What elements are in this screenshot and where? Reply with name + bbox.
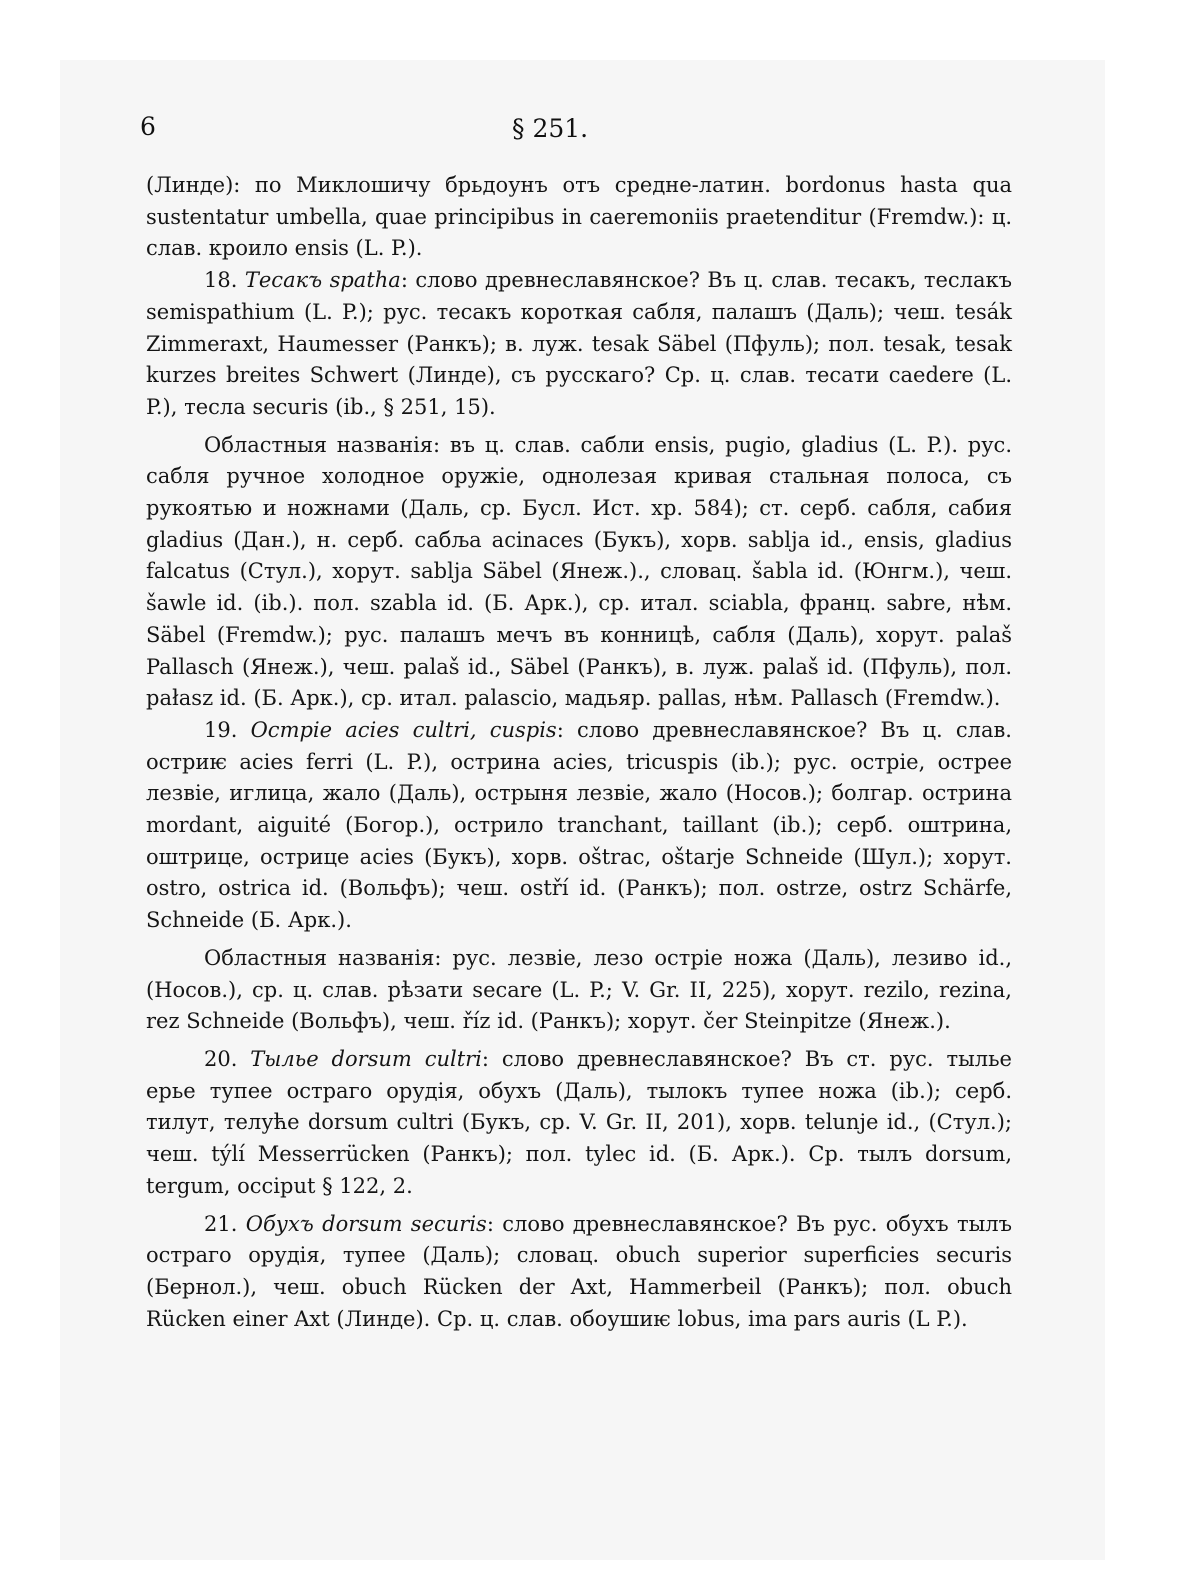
- entry-term: Обухъ dorsum securis: [245, 1211, 487, 1236]
- body-text: [146, 170, 1012, 1335]
- entry-text: : слово древнеславянское? Въ ст. рус. тылье ерье тупее остраго орудія, обухъ (Даль), тылокъ тупее ножа (ib.); серб. тилут, телуће dorsum cultri (Букъ, ср. V. Gr. II, 201), хорв. telunje id., (Стул.); чеш. týlí Messerrücken (Ранкъ); пол. tylec id. (Б. Арк.). Ср. тылъ dorsum, tergum, occiput § 122, 2.: [146, 1046, 1012, 1198]
- entry-19: [146, 715, 1012, 937]
- entry-text: : слово древнеславянское? Въ рус. обухъ тылъ остраго орудія, тупее (Даль); словац. obuch superior superficies securis (Бернол.), чеш. obuch Rücken der Axt, Hammerbeil (Ранкъ); пол. obuch Rücken einer Axt (Линде). Ср. ц. слав. обоушиѥ lobus, ima pars auris (L P.).: [146, 1211, 1012, 1331]
- entry-term: Остріе acies cultri, cuspis: [250, 717, 557, 742]
- page-number: 6: [140, 112, 156, 141]
- entry-term: Тылье dorsum cultri: [250, 1046, 482, 1071]
- entry-number: 19.: [204, 717, 238, 742]
- paragraph-text: Областныя названія: рус. лезвіе, лезо остріе ножа (Даль), лезиво id., (Носов.), ср. ц. слав. рѣзати secare (L. P.; V. Gr. II, 225), хорут. rezilo, rezina, rez Schneide (Вольфъ), чеш. říz id. (Ранкъ); хорут. čer Steinpitze (Янеж.).: [146, 945, 1012, 1034]
- entry-20: [146, 1044, 1012, 1203]
- paragraph-text: Областныя названія: въ ц. слав. сабли ensis, pugio, gladius (L. P.). рус. сабля ручное холодное оружіе, однолезая кривая стальная полоса, съ рукоятью и ножнами (Даль, ср. Бусл. Ист. хр. 584); ст. серб. сабля, сабия gladius (Дан.), н. серб. сабља acinaces (Букъ), хорв. sablja id., ensis, gladius falcatus (Стул.), хорут. sablja Säbel (Янеж.)., словац. šabla id. (Юнгм.), чеш. šawle id. (ib.). пол. szabla id. (Б. Арк.), ср. итал. sciabla, франц. sabre, нѣм. Säbel (Fremdw.); рус. палашъ мечъ въ конницѣ, сабля (Даль), хорут. palaš Pallasch (Янеж.), чеш. palaš id., Säbel (Ранкъ), в. луж. palaš id. (Пфуль), пол. pałasz id. (Б. Арк.), ср. итал. palascio, мадьяр. pallas, нѣм. Pallasch (Fremdw.).: [146, 432, 1012, 711]
- entry-number: 20.: [204, 1046, 238, 1071]
- paragraph-continuation: [146, 170, 1012, 265]
- entry-text: : слово древнеславянское? Въ ц. слав. остриѥ acies ferri (L. P.), острина acies, tricuspis (ib.); рус. остріе, острее лезвіе, иглица, жало (Даль), острыня лезвіе, жало (Носов.); болгар. острина mordant, aiguité (Богор.), острило tranchant, taillant (ib.); серб. оштрина, оштрице, острице acies (Букъ), хорв. oštrac, oštarje Schneide (Шул.); хорут. ostro, ostrica id. (Вольфъ); чеш. ostří id. (Ранкъ); пол. ostrze, ostrz Schärfe, Schneide (Б. Арк.).: [146, 717, 1012, 933]
- entry-21: [146, 1209, 1012, 1336]
- entry-term: Тесакъ spatha: [244, 268, 401, 293]
- regional-names-18: [146, 430, 1012, 715]
- regional-names-19: [146, 943, 1012, 1038]
- section-heading: § 251.: [512, 114, 589, 143]
- entry-18: [146, 265, 1012, 424]
- entry-text: : слово древнеславянское? Въ ц. слав. тесакъ, теслакъ semispathium (L. P.); рус. тесакъ короткая сабля, палашъ (Даль); чеш. tesák Zimmeraxt, Haumesser (Ранкъ); в. луж. tesak Säbel (Пфуль); пол. tesak, tesak kurzes breites Schwert (Линде), съ русскаго? Ср. ц. слав. тесати caedere (L. P.), тесла securis (ib., § 251, 15).: [146, 268, 1012, 419]
- running-header: [140, 112, 1040, 152]
- entry-number: 18.: [204, 268, 238, 293]
- entry-number: 21.: [204, 1211, 238, 1236]
- paragraph-text: (Линде): по Миклошичу брьдоунъ отъ средне-латин. bordonus hasta qua sustentatur umbella, quae principibus in caeremoniis praetenditur (Fremdw.): ц. слав. кроило ensis (L. P.).: [146, 173, 1012, 261]
